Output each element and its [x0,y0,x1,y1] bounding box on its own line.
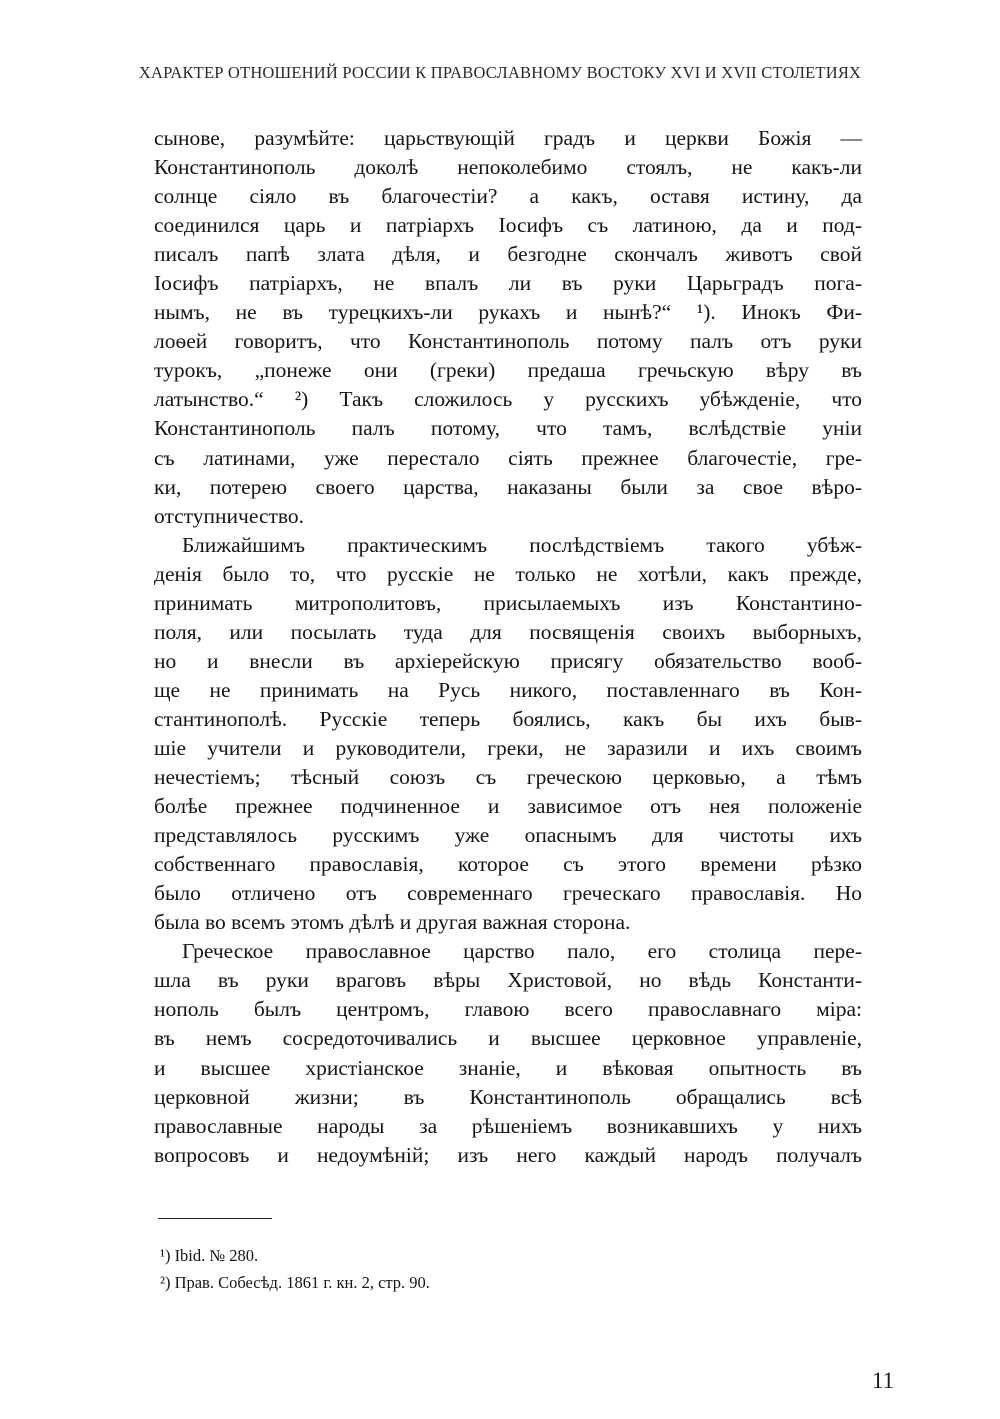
text-line: и высшее христіанское знаніе, и вѣковая опытность въ [154,1055,862,1080]
text-line: солнце сіяло въ благочестіи? а какъ, оставя истину, да [154,184,862,209]
text-line: Константинополь доколѣ непоколебимо стоялъ, не какъ-ли [154,155,862,180]
text-line: церковной жизни; въ Константинополь обращались всѣ [154,1084,862,1109]
text-line: нымъ, не въ турецкихъ-ли рукахъ и нынѣ?“ ¹). Инокъ Фи- [154,300,862,325]
text-line: латынство.“ ²) Такъ сложилось у русскихъ убѣжденіе, что [154,387,862,412]
text-line: православные народы за рѣшеніемъ возникавшихъ у нихъ [154,1113,862,1138]
text-line: въ немъ сосредоточивались и высшее церковное управленіе, [154,1026,862,1051]
text-line: турокъ, „понеже они (греки) предаша гречьскую вѣру въ [154,358,862,383]
text-line: сынове, разумѣйте: царьствующій градъ и церкви Божія — [154,126,862,150]
text-line: собственнаго православія, которое съ этого времени рѣзко [154,852,862,877]
text-line: вопросовъ и недоумѣній; изъ него каждый народъ получалъ [154,1142,862,1167]
text-line: Ближайшимъ практическимъ послѣдствіемъ такого убѣж- [182,532,862,557]
footnote-1: ¹) Ibid. № 280. [160,1246,259,1265]
text-line: представлялось русскимъ уже опаснымъ для чистоты ихъ [154,823,862,848]
text-line: болѣе прежнее подчиненное и зависимое отъ нея положеніе [154,794,862,819]
text-line: отступничество. [154,503,305,528]
text-line: шіе учители и руководители, греки, не заразили и ихъ своимъ [154,735,862,760]
text-line: но и внесли въ архіерейскую присягу обязательство вооб- [154,648,862,673]
footnotes [160,1242,430,1296]
text-line: денія было то, что русскіе не только не хотѣли, какъ прежде, [154,561,862,586]
text-line: поля, или посылать туда для посвященія своихъ выборныхъ, [154,619,862,644]
text-line: съ латинами, уже перестало сіять прежнее благочестіе, гре- [154,445,862,470]
text-line: ки, потерею своего царства, наказаны были за свое вѣро- [154,474,862,499]
body-text [154,124,862,1170]
text-line: стантинополѣ. Русскіе теперь боялись, какъ бы ихъ быв- [154,706,862,731]
text-line: соединился царь и патріархъ Іосифъ съ латиною, да и под- [154,213,862,238]
text-line: Іосифъ патріархъ, не впалъ ли въ руки Царьградъ пога- [154,271,862,296]
text-line: нечестіемъ; тѣсный союзъ съ греческою церковью, а тѣмъ [154,765,862,790]
text-line: лоѳей говоритъ, что Константинополь потому палъ отъ руки [154,329,862,354]
running-head: ХАРАКТЕР ОТНОШЕНИЙ РОССИИ К ПРАВОСЛАВНОМУ ВОСТОКУ XVI И XVII СТОЛЕТИЯХ [138,63,862,82]
text-line: была во всемъ этомъ дѣлѣ и другая важная сторона. [154,910,631,935]
text-line: было отличено отъ современнаго греческаго православія. Но [154,881,862,906]
text-line: нополь былъ центромъ, главою всего православнаго міра: [154,997,862,1022]
text-line: Константинополь палъ потому, что тамъ, вслѣдствіе уніи [154,416,862,441]
footnote-divider [158,1218,272,1219]
text-line: Греческое православное царство пало, его столица пере- [182,939,862,964]
text-line: шла въ руки враговъ вѣры Христовой, но вѣдь Константи- [154,968,862,993]
text-line: писалъ папѣ злата дѣля, и безгодне скончалъ животъ свой [154,242,862,267]
footnote-2: ²) Прав. Собесѣд. 1861 г. кн. 2, стр. 90. [160,1273,430,1292]
page-number: 11 [872,1368,895,1393]
text-line: принимать митрополитовъ, присылаемыхъ изъ Константино- [154,590,862,615]
text-line: ще не принимать на Русь никого, поставленнаго въ Кон- [154,677,862,702]
